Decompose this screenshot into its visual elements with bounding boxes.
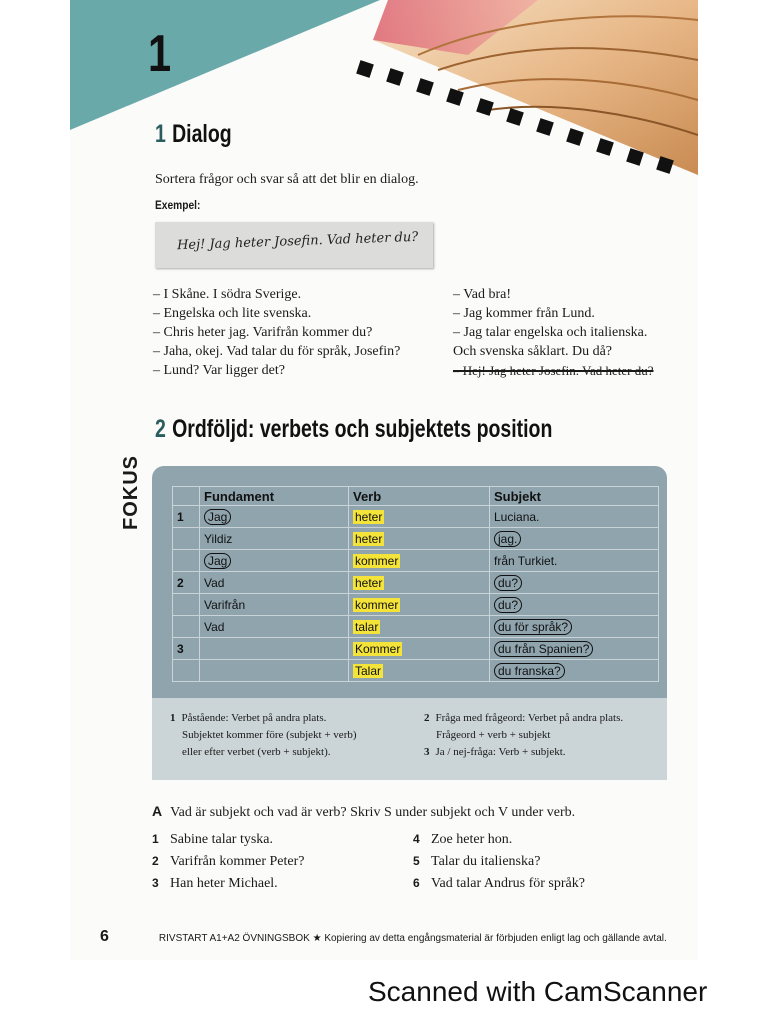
dialog-line-left: – Engelska och lite svenska. xyxy=(153,306,312,321)
dialog-line-right: – Jag kommer från Lund. xyxy=(453,306,595,321)
task-item xyxy=(413,876,585,892)
table-row xyxy=(173,550,659,572)
rule-number: 2 xyxy=(424,712,430,724)
dialog-line-right: – Vad bra! xyxy=(453,287,512,302)
verb-cell: Kommer xyxy=(355,641,401,656)
fundament-cell xyxy=(200,660,349,682)
dialog-line-struck-example: – Hej! Jag heter Josefin. Vad heter du? xyxy=(453,363,654,378)
group-number xyxy=(173,528,200,550)
rule-line: Frågeord + verb + subjekt xyxy=(436,729,551,741)
group-number: 2 xyxy=(173,572,200,594)
task-a-instruction: Vad är subjekt och vad är verb? Skriv S under subjekt och V under verb. xyxy=(170,805,576,820)
fundament-cell: Vad xyxy=(200,572,349,594)
fundament-cell xyxy=(200,638,349,660)
table-row xyxy=(173,572,659,594)
fundament-cell: Varifrån xyxy=(200,594,349,616)
fundament-cell: Jag xyxy=(204,509,231,525)
fundament-cell: Jag xyxy=(204,553,231,569)
fundament-cell: Vad xyxy=(200,616,349,638)
example-handwritten-text: Hej! Jag heter Josefin. Vad heter du? xyxy=(176,229,419,254)
task-item-number: 3 xyxy=(152,876,159,890)
page-footer xyxy=(100,928,667,946)
subjekt-cell: du? xyxy=(494,597,522,613)
verb-cell: heter xyxy=(355,509,383,524)
subjekt-cell: du? xyxy=(494,575,522,591)
task-item xyxy=(152,832,273,848)
task-item-text: Vad talar Andrus för språk? xyxy=(431,876,585,891)
footer-text: RIVSTART A1+A2 ÖVNINGSBOK ★ Kopiering av detta engångsmaterial är förbjuden enligt lag och gällande avtal. xyxy=(158,933,667,944)
verb-cell: kommer xyxy=(355,597,399,612)
table-header: Verb xyxy=(349,487,490,506)
rule-line: Fråga med frågeord: Verbet på andra plats. xyxy=(435,712,624,724)
task-item xyxy=(152,854,305,870)
fokus-side-label: FOKUS xyxy=(120,455,142,530)
task-item-text: Han heter Michael. xyxy=(170,876,278,891)
rule-1 xyxy=(170,710,357,761)
verb-cell: kommer xyxy=(355,553,399,568)
rule-line: Påstående: Verbet på andra plats. xyxy=(181,712,327,724)
verb-cell: heter xyxy=(355,531,383,546)
task-item-text: Zoe heter hon. xyxy=(431,832,513,847)
subjekt-cell: jag. xyxy=(494,531,521,547)
rule-number: 3 xyxy=(424,746,430,758)
subjekt-cell: från Turkiet. xyxy=(490,550,659,572)
section-1-title-text: Dialog xyxy=(172,120,232,148)
section-1-instruction: Sortera frågor och svar så att det blir en dialog. xyxy=(155,172,419,187)
task-a-heading xyxy=(152,803,575,821)
section-2-number: 2 xyxy=(155,415,166,443)
rule-line: Ja / nej-fråga: Verb + subjekt. xyxy=(435,746,566,758)
task-item-number: 2 xyxy=(152,854,159,868)
task-item-text: Varifrån kommer Peter? xyxy=(170,854,305,869)
table-row xyxy=(173,638,659,660)
example-label: Exempel: xyxy=(155,198,201,212)
verb-cell: heter xyxy=(355,575,383,590)
example-box xyxy=(155,222,433,268)
table-header: Subjekt xyxy=(490,487,659,506)
word-order-table xyxy=(172,486,659,682)
task-item xyxy=(152,876,278,892)
dialog-line-left: – Lund? Var ligger det? xyxy=(153,363,285,378)
rules-box xyxy=(152,698,667,780)
task-item-number: 6 xyxy=(413,876,420,890)
section-1-title xyxy=(155,120,232,149)
task-item-number: 4 xyxy=(413,832,420,846)
task-item-text: Sabine talar tyska. xyxy=(170,832,274,847)
table-row xyxy=(173,506,659,528)
task-item xyxy=(413,854,540,870)
dialog-line-right: Och svenska såklart. Du då? xyxy=(453,344,613,359)
group-number xyxy=(173,594,200,616)
task-a-label: A xyxy=(152,803,163,819)
page-number: 6 xyxy=(100,928,109,945)
section-2-title xyxy=(155,415,552,444)
group-number: 1 xyxy=(173,506,200,528)
table-header xyxy=(173,487,200,506)
section-1-number: 1 xyxy=(155,120,166,148)
grammar-panel xyxy=(152,466,667,780)
table-row xyxy=(173,616,659,638)
task-item-text: Talar du italienska? xyxy=(431,854,541,869)
group-number xyxy=(173,660,200,682)
dialog-line-left: – Jaha, okej. Vad talar du för språk, Josefin? xyxy=(153,344,401,359)
task-item-number: 1 xyxy=(152,832,159,846)
subjekt-cell: du franska? xyxy=(494,663,565,679)
verb-cell: Talar xyxy=(355,663,382,678)
table-header-row xyxy=(173,487,659,506)
fundament-cell: Yildiz xyxy=(200,528,349,550)
table-header: Fundament xyxy=(200,487,349,506)
group-number xyxy=(173,550,200,572)
table-row xyxy=(173,528,659,550)
task-item xyxy=(413,832,512,848)
group-number xyxy=(173,616,200,638)
dialog-line-right: – Jag talar engelska och italienska. xyxy=(453,325,648,340)
table-row xyxy=(173,660,659,682)
rule-3 xyxy=(424,744,566,761)
verb-cell: talar xyxy=(355,619,379,634)
chapter-number: 1 xyxy=(148,25,172,83)
subjekt-cell: Luciana. xyxy=(490,506,659,528)
open-book-photo xyxy=(278,0,698,175)
table-row xyxy=(173,594,659,616)
rule-line: Subjektet kommer före (subjekt + verb) xyxy=(182,729,357,741)
rule-number: 1 xyxy=(170,712,176,724)
rule-line: eller efter verbet (verb + subjekt). xyxy=(182,746,331,758)
group-number: 3 xyxy=(173,638,200,660)
task-item-number: 5 xyxy=(413,854,420,868)
subjekt-cell: du från Spanien? xyxy=(494,641,593,657)
subjekt-cell: du för språk? xyxy=(494,619,572,635)
scanner-watermark: Scanned with CamScanner xyxy=(368,976,708,1007)
rule-2 xyxy=(424,710,623,744)
dialog-line-left: – Chris heter jag. Varifrån kommer du? xyxy=(153,325,373,340)
section-2-title-text: Ordföljd: verbets och subjektets position xyxy=(172,415,553,443)
dialog-line-left: – I Skåne. I södra Sverige. xyxy=(153,287,302,302)
